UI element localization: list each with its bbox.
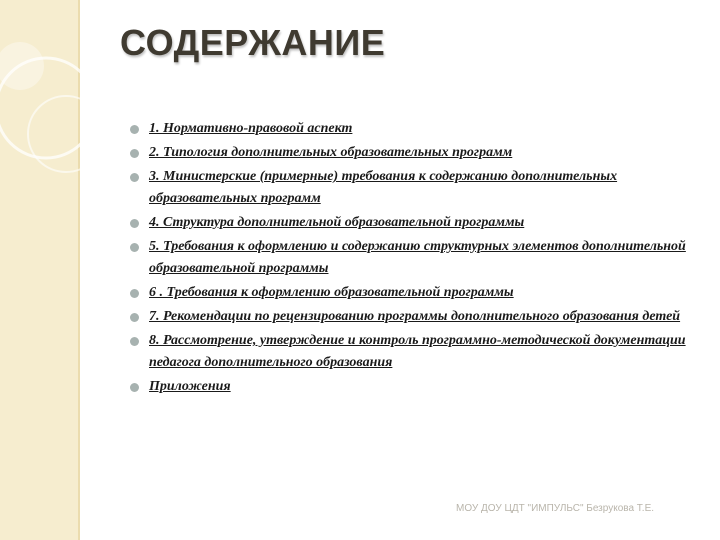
bullet-icon bbox=[130, 313, 139, 322]
bullet-icon bbox=[130, 149, 139, 158]
contents-item[interactable]: 2. Типология дополнительных образовательных программ bbox=[130, 142, 690, 164]
bullet-icon bbox=[130, 125, 139, 134]
contents-item[interactable]: 7. Рекомендации по рецензированию программы дополнительного образования детей bbox=[130, 306, 690, 328]
contents-list bbox=[130, 118, 690, 400]
bullet-icon bbox=[130, 337, 139, 346]
bullet-icon bbox=[130, 219, 139, 228]
contents-item[interactable]: 1. Нормативно-правовой аспект bbox=[130, 118, 690, 140]
contents-item[interactable]: 6 . Требования к оформлению образовательной программы bbox=[130, 282, 690, 304]
contents-item[interactable]: 3. Министерские (примерные) требования к содержанию дополнительных образовательных программ bbox=[130, 166, 690, 210]
bullet-icon bbox=[130, 173, 139, 182]
contents-item[interactable]: 5. Требования к оформлению и содержанию структурных элементов дополнительной образовательной программы bbox=[130, 236, 690, 280]
decorative-circles bbox=[0, 0, 80, 540]
contents-item[interactable]: 8. Рассмотрение, утверждение и контроль программно-методической документации педагога дополнительного образования bbox=[130, 330, 690, 374]
contents-item[interactable]: Приложения bbox=[130, 376, 690, 398]
bullet-icon bbox=[130, 289, 139, 298]
contents-item[interactable]: 4. Структура дополнительной образовательной программы bbox=[130, 212, 690, 234]
footer-credit: МОУ ДОУ ЦДТ "ИМПУЛЬС" Безрукова Т.Е. bbox=[456, 503, 655, 514]
bullet-icon bbox=[130, 383, 139, 392]
slide-title: СОДЕРЖАНИЕ bbox=[120, 22, 386, 63]
bullet-icon bbox=[130, 243, 139, 252]
